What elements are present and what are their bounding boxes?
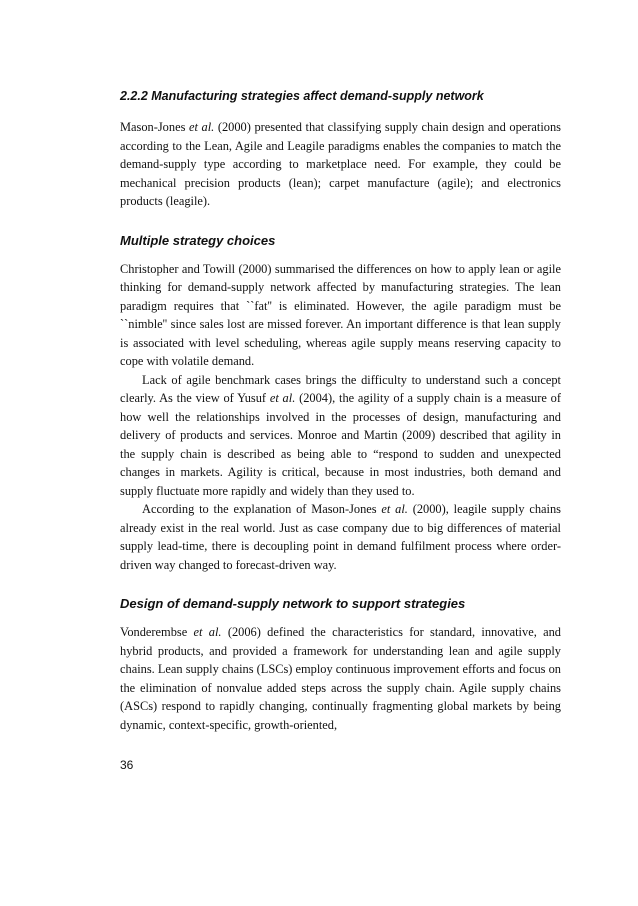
multiple-paragraph-1: Christopher and Towill (2000) summarised the differences on how to apply lean or agile thinking for demand-supply network affected by manufacturing strategies. The lean paradigm requires that ``fat'' is eliminated. However, the agile paradigm must be ``nimble'' since sales lost are missed forever. An important difference is that lean supply is associated with level scheduling, whereas agile supply means reserving capacity to cope with volatile demand. <box>120 261 561 368</box>
multiple-p3-text-b: (2000), leagile supply chains already exist in the real world. Just as case company due to big differences of material supply lead-time, there is decoupling point in demand fulfilment process where order-driven way changed to forecast-driven way. <box>120 502 561 572</box>
multiple-p3-citation-etal: et al. <box>381 502 408 516</box>
design-p1-text-b: (2006) defined the characteristics for standard, innovative, and hybrid products, and provided a framework for understanding lean and agile supply chains. Lean supply chains (LSCs) employ continuous improvement efforts and focus on the elimination of nonvalue added steps across the supply chain. Agile supply chains (ASCs) respond to rapidly changing, continually fragmenting global markets by being dynamic, context-specific, growth-oriented, <box>120 625 561 732</box>
design-heading: Design of demand-supply network to support strategies <box>120 596 466 611</box>
intro-text-b: (2000) presented that classifying supply chain design and operations according to the Lean, Agile and Leagile paradigms enables the companies to match the demand-supply type according to marketplace need. For example, they could be mechanical precision products (lean); carpet manufacture (agile); and electronics products (leagile). <box>120 120 561 208</box>
design-p1-citation-etal: et al. <box>193 625 222 639</box>
multiple-paragraph-2 <box>120 371 561 501</box>
design-p1-text-a: Vonderembse <box>120 625 194 639</box>
multiple-strategy-heading: Multiple strategy choices <box>120 232 276 248</box>
intro-text-a: Mason-Jones <box>120 120 189 134</box>
intro-citation-etal: et al. <box>188 120 215 134</box>
multiple-p2-text-b: (2004), the agility of a supply chain is a measure of how well the relationships involved in the processes of design, manufacturing and delivery of products and services. Monroe and Martin (2009) described that agility in the supply chain is described as being able to “respond to sudden and unexpected changes in markets. Agility is critical, because in most industries, both demand and supply fluctuate more rapidly and widely than they used to. <box>120 391 561 498</box>
intro-paragraph <box>120 118 561 211</box>
multiple-paragraph-3 <box>120 500 561 574</box>
page-number: 36 <box>120 758 134 772</box>
multiple-p3-text-a: According to the explanation of Mason-Jones <box>142 502 382 516</box>
multiple-p2-citation-etal: et al. <box>269 391 296 405</box>
page-content <box>120 86 561 734</box>
design-paragraph-1 <box>120 623 561 734</box>
section-heading: 2.2.2 Manufacturing strategies affect demand-supply network <box>120 89 484 103</box>
multiple-p2-text-a: Lack of agile benchmark cases brings the difficulty to understand such a concept clearly. As the view of Yusuf <box>120 372 561 405</box>
